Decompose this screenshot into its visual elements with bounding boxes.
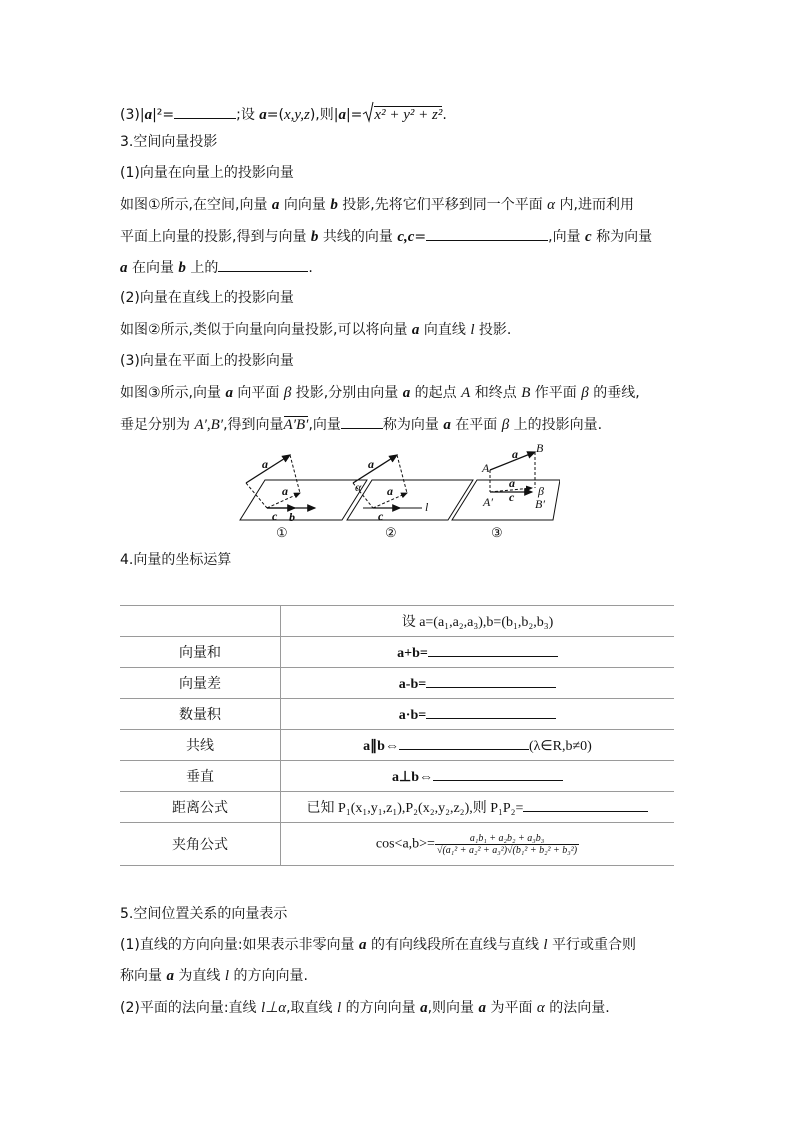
angle-formula-fraction: $\frac{\text{a₁b₁ + a₂b₂ + a₃b₃}}{\text{√(a₁² + a₂² + a₃²)√(b₁² + b₂² + b₃²)}}$ (436, 832, 578, 856)
answer-blank[interactable] (426, 673, 556, 688)
line-magnitude: (3)|a|²= ;设 a=(x,y,z),则|a|= x² + y² + z². (120, 101, 447, 129)
section-4-title: 4.向量的坐标运算 (120, 552, 232, 568)
coordinate-operations-table (120, 605, 674, 866)
paragraph: 如图③所示,向量 a 向平面 β 投影,分别由向量 a 的起点 A 和终点 B 作平面 β 的垂线, (120, 385, 640, 401)
svg-text:β: β (538, 484, 544, 498)
svg-text:b: b (289, 510, 295, 524)
svg-text:B: B (536, 441, 544, 455)
answer-blank[interactable] (426, 226, 548, 241)
answer-blank[interactable] (174, 104, 236, 119)
svg-text:A: A (482, 461, 490, 475)
paragraph: 称向量 a 为直线 l 的方向向量. (120, 968, 308, 984)
section-5-title: 5.空间位置关系的向量表示 (120, 906, 288, 922)
svg-text:c: c (509, 490, 515, 504)
figure-1 (240, 455, 367, 524)
table-row: 数量积 a·b= (120, 699, 674, 730)
table-row: 向量差 a-b= (120, 668, 674, 699)
svg-text:a: a (387, 484, 393, 498)
answer-blank[interactable] (218, 257, 308, 272)
svg-text:a: a (282, 484, 288, 498)
svg-text:a: a (512, 447, 518, 461)
svg-text:l: l (425, 500, 429, 514)
svg-text:c: c (272, 509, 278, 523)
svg-text:A′: A′ (483, 495, 493, 509)
figure-2 (347, 455, 473, 523)
table-row: 距离公式 已知 P₁(x₁,y₁,z₁),P₂(x₂,y₂,z₂),则 P₁P₂= (120, 792, 674, 823)
answer-blank[interactable] (426, 704, 556, 719)
paragraph: a 在向量 b 上的 . (120, 257, 313, 278)
table-row: 共线 a∥b⇔ (λ∈R,b≠0) (120, 730, 674, 761)
svg-text:a: a (368, 457, 374, 471)
figure-label: ② (385, 525, 397, 540)
subsection-3-3: (3)向量在平面上的投影向量 (120, 353, 294, 369)
paragraph: 如图①所示,在空间,向量 a 向向量 b 投影,先将它们平移到同一个平面 α 内,进而利用 (120, 197, 634, 213)
table-row: 设 a=(a₁,a₂,a₃),b=(b₁,b₂,b₃) (120, 606, 674, 637)
svg-text:B′: B′ (535, 497, 545, 511)
paragraph: (1)直线的方向向量:如果表示非零向量 a 的有向线段所在直线与直线 l 平行或重合则 (120, 937, 637, 953)
svg-text:a: a (509, 476, 515, 490)
sqrt-sign (362, 101, 374, 129)
answer-blank[interactable] (399, 735, 529, 750)
figure-label: ① (276, 525, 288, 540)
section-3-title: 3.空间向量投影 (120, 134, 218, 150)
answer-blank[interactable] (523, 797, 648, 812)
answer-blank[interactable] (341, 414, 383, 429)
projection-figures (230, 440, 560, 545)
answer-blank[interactable] (428, 642, 558, 657)
svg-text:a: a (262, 457, 268, 471)
table-row: 垂直 a⊥b⇔ (120, 761, 674, 792)
paragraph: (2)平面的法向量:直线 l⊥α,取直线 l 的方向向量 a,则向量 a 为平面 α 的法向量. (120, 1000, 610, 1016)
subsection-3-1: (1)向量在向量上的投影向量 (120, 165, 294, 181)
svg-text:c: c (378, 509, 384, 523)
svg-text:α: α (355, 480, 362, 494)
table-row: 向量和 a+b= (120, 637, 674, 668)
paragraph: 如图②所示,类似于向量向向量投影,可以将向量 a 向直线 l 投影. (120, 322, 512, 338)
answer-blank[interactable] (433, 766, 563, 781)
subsection-3-2: (2)向量在直线上的投影向量 (120, 290, 294, 306)
paragraph: 垂足分别为 A′,B′,得到向量A′B′,向量 称为向量 a 在平面 β 上的投影向量. (120, 414, 602, 435)
figure-label: ③ (491, 525, 503, 540)
table-row: 夹角公式 cos<a,b>= $\frac{\text{a₁b₁ + a₂b₂ + a₃b₃}}{\text{√(a₁² + a₂² + a₃²)√(b₁² + b₂² + b₃²)}}$ (120, 823, 674, 866)
paragraph: 平面上向量的投影,得到与向量 b 共线的向量 c,c= ,向量 c 称为向量 (120, 226, 652, 247)
